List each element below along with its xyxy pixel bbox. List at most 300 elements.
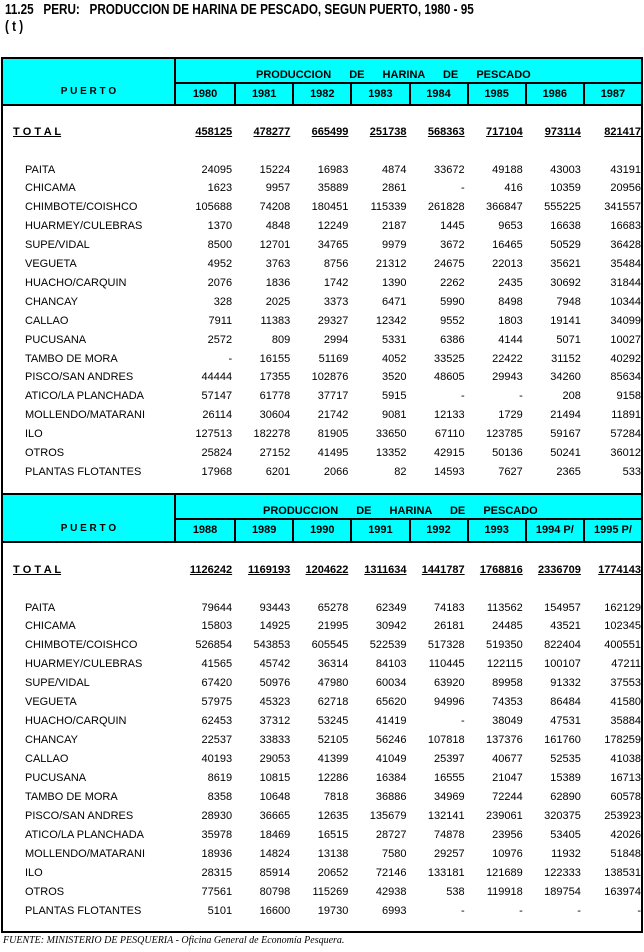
port-name: TAMBO DE MORA bbox=[25, 790, 118, 803]
total-value: 478277 bbox=[253, 125, 291, 138]
page-title: 11.25 PERU: PRODUCCION DE HARINA DE PESCADO, SEGUN PUERTO, 1980 - 95 bbox=[5, 1, 474, 18]
table-row bbox=[3, 217, 641, 236]
table-row bbox=[3, 617, 641, 636]
table-cell: 102876 bbox=[311, 371, 349, 384]
table-row bbox=[3, 387, 641, 406]
table-cell: 60034 bbox=[375, 677, 407, 690]
table-cell: 416 bbox=[504, 182, 523, 195]
table-row bbox=[3, 826, 641, 845]
table-cell: 3373 bbox=[323, 295, 349, 308]
table-cell: 61778 bbox=[259, 390, 291, 403]
table-cell: 4874 bbox=[382, 163, 407, 176]
port-name: CALLAO bbox=[25, 753, 69, 766]
table-cell: 6386 bbox=[440, 333, 465, 346]
table-cell: 9158 bbox=[616, 390, 641, 403]
port-name: PISCO/SAN ANDRES bbox=[25, 809, 134, 822]
table-cell: 12342 bbox=[375, 314, 407, 327]
puerto-header-cell bbox=[3, 59, 176, 104]
table-cell: 2365 bbox=[556, 465, 581, 478]
table-cell: 22013 bbox=[492, 258, 523, 270]
group-header-label: PRODUCCION DE HARINA DE PESCADO bbox=[256, 69, 531, 81]
table-cell: - bbox=[637, 904, 641, 917]
port-name: TAMBO DE MORA bbox=[25, 352, 118, 365]
table-cell: 42026 bbox=[610, 828, 641, 841]
table-cell: 41399 bbox=[317, 753, 349, 766]
table-cell: 11383 bbox=[260, 314, 291, 327]
total-row bbox=[3, 561, 641, 580]
table-cell: 2262 bbox=[440, 276, 465, 289]
table-cell: 16600 bbox=[259, 904, 291, 917]
year-header: 1993 bbox=[467, 520, 525, 541]
table-cell: 7948 bbox=[556, 295, 581, 308]
table-cell: 517328 bbox=[427, 639, 465, 652]
table-cell: 13352 bbox=[375, 447, 407, 459]
table-cell: 189754 bbox=[544, 885, 581, 898]
table-cell: 6201 bbox=[265, 465, 291, 478]
table-cell: 35484 bbox=[610, 258, 641, 270]
table-cell: 57284 bbox=[610, 428, 641, 441]
table-cell: 320375 bbox=[544, 809, 581, 822]
table-cell: 9957 bbox=[265, 182, 291, 195]
table-cell: - bbox=[460, 182, 465, 195]
table-cell: 43521 bbox=[550, 620, 581, 633]
table-cell: 41565 bbox=[201, 658, 233, 671]
table-cell: 60578 bbox=[610, 790, 641, 803]
table-cell: 15389 bbox=[550, 771, 581, 784]
table-cell: 31844 bbox=[610, 276, 641, 289]
port-name: HUARMEY/CULEBRAS bbox=[25, 658, 143, 671]
table-cell: 81905 bbox=[317, 428, 349, 441]
table-cell: 1390 bbox=[382, 276, 407, 289]
table-row bbox=[3, 350, 641, 369]
table-row bbox=[3, 807, 641, 826]
table-cell: 8500 bbox=[207, 239, 233, 252]
table-cell: 21047 bbox=[492, 771, 523, 784]
table-cell: 89958 bbox=[492, 677, 523, 690]
total-value: 1768816 bbox=[479, 563, 523, 576]
table-cell: 15224 bbox=[259, 163, 291, 176]
table-cell: 56246 bbox=[375, 734, 407, 747]
table-cell: 24095 bbox=[201, 163, 233, 176]
table-cell: 29327 bbox=[317, 314, 349, 327]
table-cell: 74353 bbox=[492, 696, 523, 709]
table-row bbox=[3, 693, 641, 712]
total-value: 1204622 bbox=[305, 563, 349, 576]
table-cell: 8756 bbox=[323, 258, 349, 270]
table-cell: 16713 bbox=[610, 771, 641, 784]
table-cell: 28315 bbox=[201, 866, 233, 879]
table-cell: 42915 bbox=[434, 447, 465, 459]
table-cell: 7911 bbox=[208, 314, 233, 327]
table-cell: 19730 bbox=[317, 904, 349, 917]
table-cell: 67420 bbox=[201, 677, 233, 690]
port-name: CHANCAY bbox=[25, 295, 78, 308]
table-cell: 28727 bbox=[375, 828, 407, 841]
total-value: 1311634 bbox=[364, 563, 407, 576]
table-cell: 10027 bbox=[610, 333, 641, 346]
table-cell: 121689 bbox=[486, 866, 523, 879]
port-name: ATICO/LA PLANCHADA bbox=[25, 390, 144, 403]
table-cell: 34765 bbox=[317, 239, 349, 252]
port-name: HUACHO/CARQUIN bbox=[25, 276, 127, 289]
table-cell: 1729 bbox=[498, 409, 523, 422]
table-cell: 2994 bbox=[323, 333, 349, 346]
port-name: CHIMBOTE/COISHCO bbox=[25, 639, 138, 652]
table-cell: 23956 bbox=[492, 828, 523, 841]
table-cell: 3672 bbox=[440, 239, 465, 252]
year-header: 1994 P/ bbox=[525, 520, 583, 541]
table-cell: 122333 bbox=[544, 866, 581, 879]
total-value: 251738 bbox=[369, 125, 407, 138]
table-cell: 2025 bbox=[265, 295, 291, 308]
table-cell: 239061 bbox=[486, 809, 523, 822]
year-header: 1980 bbox=[192, 88, 218, 100]
group-header-row bbox=[176, 495, 641, 520]
table-cell: - bbox=[519, 390, 523, 403]
port-name: HUARMEY/CULEBRAS bbox=[25, 220, 143, 233]
table-cell: 9653 bbox=[498, 220, 523, 233]
table-cell: 182278 bbox=[253, 428, 291, 441]
table-cell: 4144 bbox=[498, 333, 523, 346]
year-header: 1982 bbox=[292, 84, 350, 104]
table-cell: 82 bbox=[394, 465, 407, 478]
table-cell: 24485 bbox=[492, 620, 523, 633]
table-row bbox=[3, 331, 641, 350]
table-cell: 1803 bbox=[498, 314, 523, 327]
table-cell: 30604 bbox=[259, 409, 291, 422]
table-cell: 132141 bbox=[427, 809, 465, 822]
table-cell: 328 bbox=[213, 295, 233, 308]
year-header: 1990 bbox=[292, 520, 350, 541]
table-cell: 605545 bbox=[311, 639, 349, 652]
port-name: SUPE/VIDAL bbox=[25, 239, 90, 252]
table-cell: 13138 bbox=[317, 847, 349, 860]
table-cell: 33833 bbox=[259, 734, 291, 747]
table-row bbox=[3, 236, 641, 255]
port-name: CALLAO bbox=[25, 314, 69, 327]
table-cell: 115269 bbox=[312, 885, 349, 898]
total-value: 973114 bbox=[544, 125, 581, 138]
table-row bbox=[3, 655, 641, 674]
table-cell: 21312 bbox=[375, 258, 407, 270]
table-cell: 29053 bbox=[259, 753, 291, 766]
table-cell: 519350 bbox=[486, 639, 523, 652]
port-name: VEGUETA bbox=[25, 258, 77, 270]
table-cell: 41038 bbox=[610, 753, 641, 766]
table-cell: 67110 bbox=[434, 428, 465, 441]
table-cell: 1623 bbox=[207, 182, 233, 195]
port-name: MOLLENDO/MATARANI bbox=[25, 847, 145, 860]
table-cell: 9552 bbox=[440, 314, 465, 327]
port-name: PLANTAS FLOTANTES bbox=[25, 904, 142, 917]
table-row bbox=[3, 179, 641, 198]
table-cell: 41419 bbox=[375, 715, 407, 728]
port-name: CHANCAY bbox=[25, 734, 78, 747]
table-cell: 4052 bbox=[382, 352, 407, 365]
table-row bbox=[3, 769, 641, 788]
table-cell: 2435 bbox=[498, 276, 523, 289]
table-cell: 36665 bbox=[259, 809, 291, 822]
port-name: MOLLENDO/MATARANI bbox=[25, 409, 145, 422]
table-cell: 35978 bbox=[201, 828, 233, 841]
total-value: 1126242 bbox=[189, 563, 233, 576]
table-cell: 555225 bbox=[544, 201, 581, 214]
year-header: 1989 bbox=[234, 520, 292, 541]
year-header: 1985 bbox=[467, 84, 525, 104]
table-cell: 137376 bbox=[486, 734, 523, 747]
group-header-label: PRODUCCION DE HARINA DE PESCADO bbox=[263, 505, 538, 517]
table-cell: 135679 bbox=[369, 809, 407, 822]
table-cell: 79644 bbox=[201, 601, 233, 614]
table-cell: 809 bbox=[271, 333, 291, 346]
table-row bbox=[3, 425, 641, 444]
table-cell: 5331 bbox=[382, 333, 407, 346]
table-cell: 16384 bbox=[375, 771, 407, 784]
table-cell: 41049 bbox=[375, 753, 407, 766]
table-cell: 3763 bbox=[265, 258, 291, 270]
table-cell: 17355 bbox=[259, 371, 291, 384]
table-cell: 59167 bbox=[550, 428, 581, 441]
table-cell: 36428 bbox=[610, 239, 641, 252]
table-cell: 43003 bbox=[550, 163, 581, 176]
table-cell: 12249 bbox=[317, 220, 349, 233]
table-cell: 1370 bbox=[207, 220, 233, 233]
table-cell: 8498 bbox=[498, 295, 523, 308]
table-cell: 7580 bbox=[382, 847, 407, 860]
port-name: PAITA bbox=[25, 163, 56, 176]
table-row bbox=[3, 368, 641, 387]
table-cell: 35884 bbox=[610, 715, 641, 728]
table-cell: 12701 bbox=[259, 239, 291, 252]
port-name: PISCO/SAN ANDRES bbox=[25, 371, 134, 384]
table-row bbox=[3, 293, 641, 312]
table-row bbox=[3, 463, 641, 482]
table-row bbox=[3, 599, 641, 618]
table-row bbox=[3, 845, 641, 864]
table-cell: 28930 bbox=[201, 809, 233, 822]
table-row bbox=[3, 750, 641, 769]
year-header: 1983 bbox=[350, 84, 408, 104]
unit-label: ( t ) bbox=[5, 18, 24, 35]
port-name: CHICAMA bbox=[25, 182, 76, 195]
table-cell: 115339 bbox=[370, 201, 407, 214]
table-cell: 14824 bbox=[259, 847, 291, 860]
table-cell: 14925 bbox=[259, 620, 291, 633]
table-cell: 5990 bbox=[440, 295, 465, 308]
table-cell: 538 bbox=[446, 885, 465, 898]
table-cell: 6993 bbox=[382, 904, 407, 917]
table-cell: 16638 bbox=[550, 220, 581, 233]
total-label: T O T A L bbox=[13, 563, 62, 576]
table-cell: 5101 bbox=[207, 904, 233, 917]
year-header: 1984 bbox=[409, 84, 467, 104]
total-value: 665499 bbox=[311, 125, 349, 138]
table-cell: 2187 bbox=[382, 220, 407, 233]
table-cell: 2861 bbox=[382, 182, 407, 195]
table-cell: 161760 bbox=[544, 734, 581, 747]
table-cell: 37717 bbox=[317, 390, 349, 403]
table-cell: 10359 bbox=[550, 182, 581, 195]
table-cell: 51169 bbox=[318, 352, 349, 365]
table-cell: 20652 bbox=[317, 866, 349, 879]
table-cell: 10344 bbox=[610, 295, 641, 308]
table-cell: 26114 bbox=[202, 409, 233, 422]
group-header-row bbox=[176, 59, 641, 84]
table-cell: 51848 bbox=[610, 847, 641, 860]
table-cell: 133181 bbox=[427, 866, 465, 879]
table-row bbox=[3, 255, 641, 274]
table-cell: - bbox=[577, 904, 581, 917]
table-cell: 2076 bbox=[207, 276, 233, 289]
port-name: PAITA bbox=[25, 601, 56, 614]
table-cell: 37553 bbox=[610, 677, 641, 690]
table-cell: 43191 bbox=[610, 163, 641, 176]
table-cell: 1445 bbox=[440, 220, 465, 233]
year-header: 1981 bbox=[234, 84, 292, 104]
table-cell: 31152 bbox=[551, 352, 581, 365]
port-name: HUACHO/CARQUIN bbox=[25, 715, 127, 728]
table-cell: 24675 bbox=[434, 258, 465, 270]
table-cell: 100107 bbox=[544, 658, 581, 671]
table-cell: 400551 bbox=[604, 639, 641, 652]
total-value: 2336709 bbox=[538, 563, 581, 576]
table-cell: 40193 bbox=[201, 753, 233, 766]
table-cell: 49188 bbox=[492, 163, 523, 176]
puerto-header-label: P U E R T O bbox=[60, 523, 117, 534]
table-cell: 162129 bbox=[604, 601, 641, 614]
total-value: 1169193 bbox=[248, 563, 291, 576]
port-name: SUPE/VIDAL bbox=[25, 677, 90, 690]
table-cell: 21995 bbox=[317, 620, 349, 633]
table-cell: - bbox=[460, 390, 465, 403]
table-cell: 27152 bbox=[259, 447, 291, 459]
table-cell: 16555 bbox=[434, 771, 465, 784]
table-cell: 57975 bbox=[201, 696, 233, 709]
table-cell: 53405 bbox=[550, 828, 581, 841]
table-cell: - bbox=[460, 715, 465, 728]
table-cell: 34969 bbox=[434, 790, 465, 803]
table-cell: 10648 bbox=[259, 790, 291, 803]
table-cell: 154957 bbox=[544, 601, 581, 614]
table-cell: 11891 bbox=[611, 409, 641, 422]
table-cell: 18936 bbox=[201, 847, 233, 860]
table-cell: 62349 bbox=[375, 601, 407, 614]
total-value: 568363 bbox=[427, 125, 465, 138]
table-cell: 50136 bbox=[492, 447, 523, 459]
table-cell: - bbox=[228, 352, 233, 365]
table-cell: 44444 bbox=[201, 371, 233, 384]
year-header: 1986 bbox=[525, 84, 583, 104]
table-cell: 93443 bbox=[259, 601, 291, 614]
table-cell: 12133 bbox=[434, 409, 465, 422]
table-cell: 180451 bbox=[311, 201, 349, 214]
port-name: CHICAMA bbox=[25, 620, 76, 633]
table-cell: 526854 bbox=[195, 639, 233, 652]
year-header: 1988 bbox=[192, 524, 218, 536]
total-value: 717104 bbox=[486, 125, 523, 138]
table-cell: 36012 bbox=[610, 447, 641, 459]
total-row bbox=[3, 123, 641, 142]
table-row bbox=[3, 406, 641, 425]
table-row bbox=[3, 312, 641, 331]
table-cell: 14593 bbox=[434, 465, 465, 478]
table-cell: 37312 bbox=[259, 715, 291, 728]
table-cell: 72146 bbox=[375, 866, 407, 879]
table-cell: 42938 bbox=[375, 885, 407, 898]
table-row bbox=[3, 883, 641, 902]
table-row bbox=[3, 864, 641, 883]
table-cell: 4952 bbox=[207, 258, 233, 270]
table-row bbox=[3, 712, 641, 731]
table-cell: 10976 bbox=[492, 847, 523, 860]
total-value: 1441787 bbox=[421, 563, 465, 576]
table-cell: 16683 bbox=[610, 220, 641, 233]
table-cell: 138531 bbox=[604, 866, 641, 879]
table-row bbox=[3, 274, 641, 293]
table-row bbox=[3, 161, 641, 180]
port-name: OTROS bbox=[25, 885, 65, 898]
table-cell: 18469 bbox=[259, 828, 291, 841]
table-cell: 253923 bbox=[604, 809, 641, 822]
table-cell: 102345 bbox=[604, 620, 641, 633]
table-cell: 7627 bbox=[498, 465, 523, 478]
table-cell: 110445 bbox=[428, 658, 465, 671]
port-name: ILO bbox=[25, 866, 43, 879]
table-cell: 3520 bbox=[382, 371, 407, 384]
table-cell: 74183 bbox=[434, 601, 465, 614]
table-cell: 30942 bbox=[375, 620, 407, 633]
table-cell: 533 bbox=[622, 465, 641, 478]
table-row bbox=[3, 198, 641, 217]
port-name: PLANTAS FLOTANTES bbox=[25, 465, 142, 478]
table-cell: 22422 bbox=[492, 352, 523, 365]
table-cell: 94996 bbox=[434, 696, 465, 709]
table-cell: 119918 bbox=[486, 885, 523, 898]
table-cell: 41580 bbox=[610, 696, 641, 709]
year-header: 1992 bbox=[409, 520, 467, 541]
table-cell: 208 bbox=[562, 390, 581, 403]
year-header-row bbox=[176, 84, 641, 104]
table-cell: 35621 bbox=[550, 258, 581, 270]
table-cell: 48605 bbox=[434, 371, 465, 384]
table-cell: 57147 bbox=[201, 390, 233, 403]
table-cell: 19141 bbox=[550, 314, 581, 327]
port-name: VEGUETA bbox=[25, 696, 77, 709]
table-cell: 84103 bbox=[375, 658, 407, 671]
table-cell: 9081 bbox=[382, 409, 407, 422]
table-cell: 123785 bbox=[486, 428, 523, 441]
table-cell: 366847 bbox=[486, 201, 523, 214]
table-cell: 74208 bbox=[259, 201, 291, 214]
table-cell: 1836 bbox=[265, 276, 291, 289]
table-cell: 85634 bbox=[610, 371, 641, 384]
total-value: 458125 bbox=[195, 125, 233, 138]
port-name: PUCUSANA bbox=[25, 333, 87, 346]
table-cell: 53245 bbox=[317, 715, 349, 728]
table-cell: 1742 bbox=[323, 276, 349, 289]
table-cell: 5915 bbox=[382, 390, 407, 403]
port-name: OTROS bbox=[25, 447, 65, 459]
table-cell: 72244 bbox=[492, 790, 523, 803]
table-cell: 163974 bbox=[604, 885, 641, 898]
table-cell: 34260 bbox=[550, 371, 581, 384]
table-cell: 50241 bbox=[550, 447, 581, 459]
table-cell: 52535 bbox=[550, 753, 581, 766]
table-cell: 8358 bbox=[207, 790, 233, 803]
table-header-1 bbox=[1, 57, 643, 106]
table-cell: 12635 bbox=[317, 809, 349, 822]
table-cell: 17968 bbox=[201, 465, 233, 478]
